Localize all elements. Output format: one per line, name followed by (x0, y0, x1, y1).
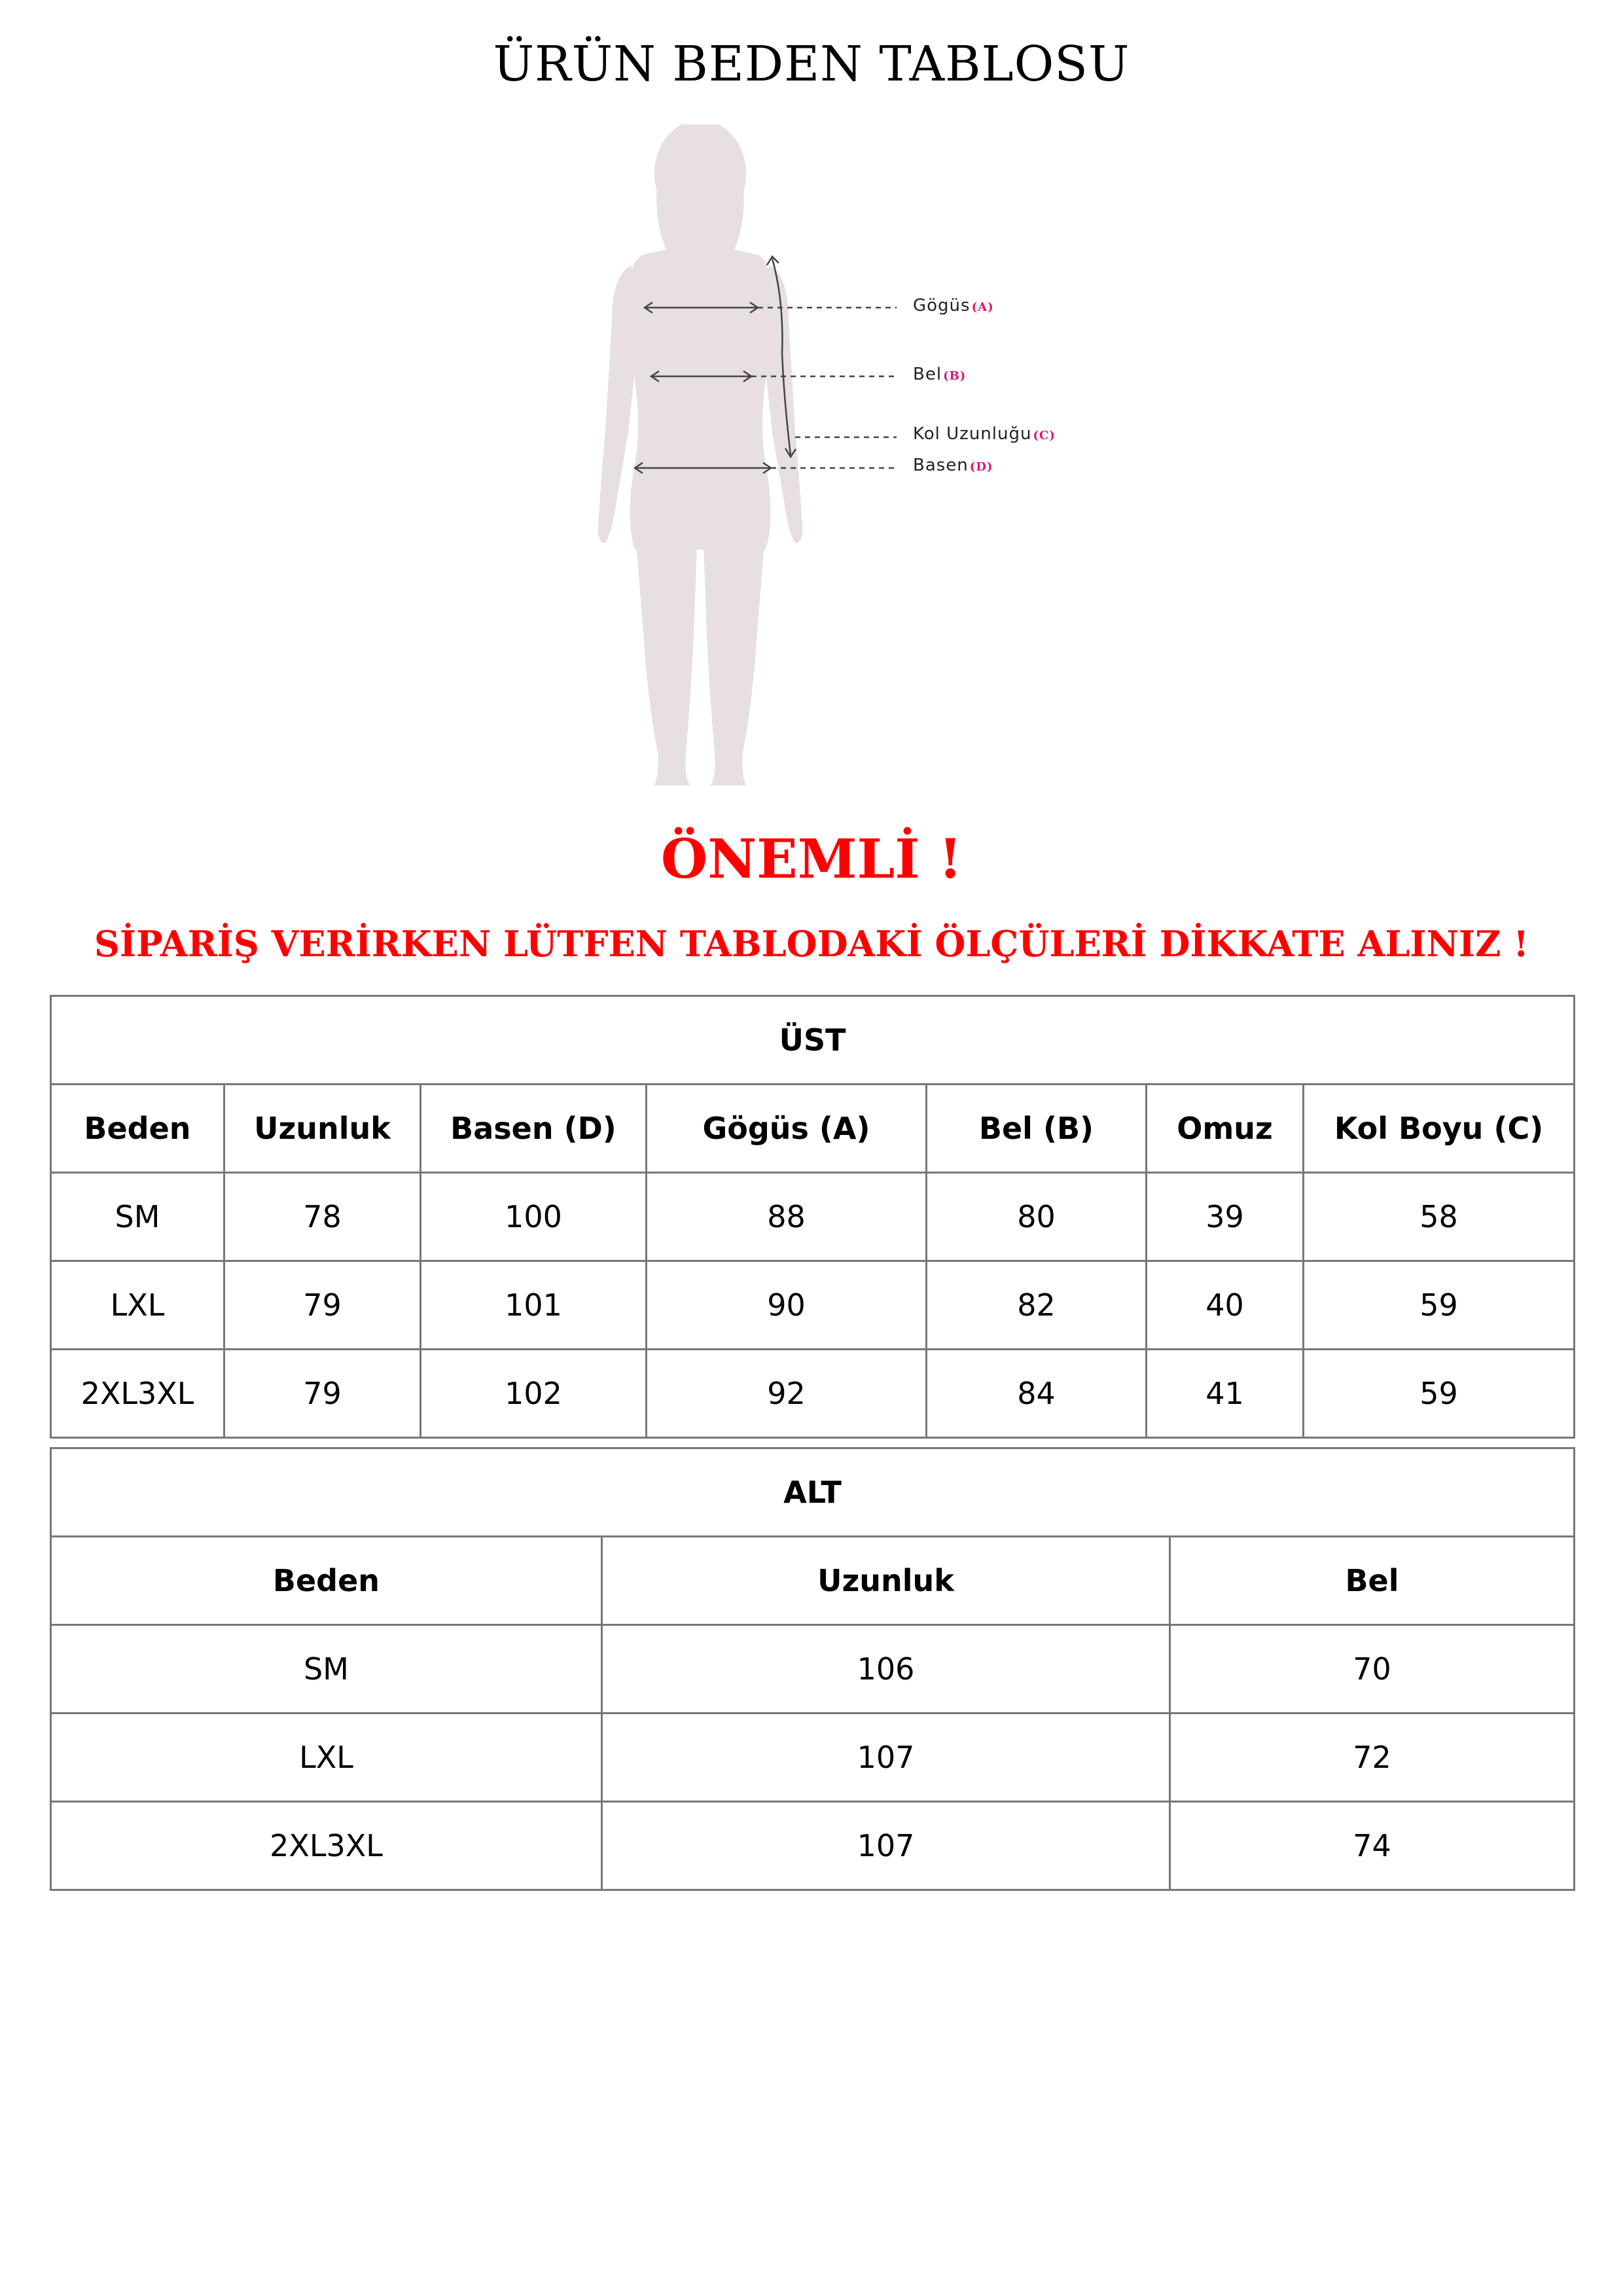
table-cell: 106 (602, 1625, 1170, 1713)
column-header: Beden (51, 1537, 602, 1625)
column-header: Beden (51, 1085, 224, 1173)
table-cell: 80 (927, 1173, 1147, 1261)
figure-label-hips: Basen (D) (913, 456, 993, 475)
important-title: ÖNEMLİ ! (660, 828, 963, 891)
table-row (51, 1350, 1575, 1438)
figure-label-waist: Bel (B) (913, 365, 967, 384)
table-cell: 100 (421, 1173, 647, 1261)
woman-silhouette-icon (576, 124, 1099, 818)
top-table-title: ÜST (51, 996, 1575, 1085)
table-cell: 101 (421, 1261, 647, 1350)
table-cell: 107 (602, 1713, 1170, 1802)
table-row (51, 1173, 1575, 1261)
bottom-table-title: ALT (51, 1448, 1575, 1537)
table-row (51, 1261, 1575, 1350)
table-cell: 79 (224, 1350, 421, 1438)
table-cell: 59 (1304, 1261, 1575, 1350)
table-cell: 59 (1304, 1350, 1575, 1438)
bottom-size-table (50, 1447, 1575, 1891)
figure-label-chest: Gögüs (A) (913, 296, 994, 315)
table-cell: 84 (927, 1350, 1147, 1438)
table-cell: 107 (602, 1802, 1170, 1890)
table-cell: LXL (51, 1713, 602, 1802)
table-cell: SM (51, 1173, 224, 1261)
column-header: Basen (D) (421, 1085, 647, 1173)
column-header: Uzunluk (224, 1085, 421, 1173)
table-cell: 39 (1147, 1173, 1304, 1261)
important-message: SİPARİŞ VERİRKEN LÜTFEN TABLODAKİ ÖLÇÜLERİ DİKKATE ALINIZ ! (94, 923, 1529, 965)
table-cell: 102 (421, 1350, 647, 1438)
bottom-table-header-row (51, 1537, 1575, 1625)
column-header: Uzunluk (602, 1537, 1170, 1625)
table-cell: 79 (224, 1261, 421, 1350)
table-cell: 90 (647, 1261, 927, 1350)
table-cell: 72 (1170, 1713, 1575, 1802)
table-cell: 40 (1147, 1261, 1304, 1350)
page-title: ÜRÜN BEDEN TABLOSU (493, 36, 1130, 92)
figure-label-sleeve: Kol Uzunluğu (C) (913, 424, 1056, 444)
column-header: Bel (1170, 1537, 1575, 1625)
table-cell: LXL (51, 1261, 224, 1350)
table-cell: 78 (224, 1173, 421, 1261)
table-cell: 88 (647, 1173, 927, 1261)
table-cell: SM (51, 1625, 602, 1713)
table-cell: 92 (647, 1350, 927, 1438)
top-size-table (50, 995, 1575, 1439)
table-cell: 74 (1170, 1802, 1575, 1890)
body-measurement-figure (576, 124, 1099, 818)
table-row (51, 1802, 1575, 1890)
column-header: Bel (B) (927, 1085, 1147, 1173)
table-cell: 70 (1170, 1625, 1575, 1713)
column-header: Omuz (1147, 1085, 1304, 1173)
table-row (51, 1625, 1575, 1713)
column-header: Kol Boyu (C) (1304, 1085, 1575, 1173)
table-cell: 41 (1147, 1350, 1304, 1438)
table-cell: 58 (1304, 1173, 1575, 1261)
top-table-header-row (51, 1085, 1575, 1173)
column-header: Gögüs (A) (647, 1085, 927, 1173)
table-cell: 2XL3XL (51, 1802, 602, 1890)
table-row (51, 1713, 1575, 1802)
table-cell: 82 (927, 1261, 1147, 1350)
table-cell: 2XL3XL (51, 1350, 224, 1438)
